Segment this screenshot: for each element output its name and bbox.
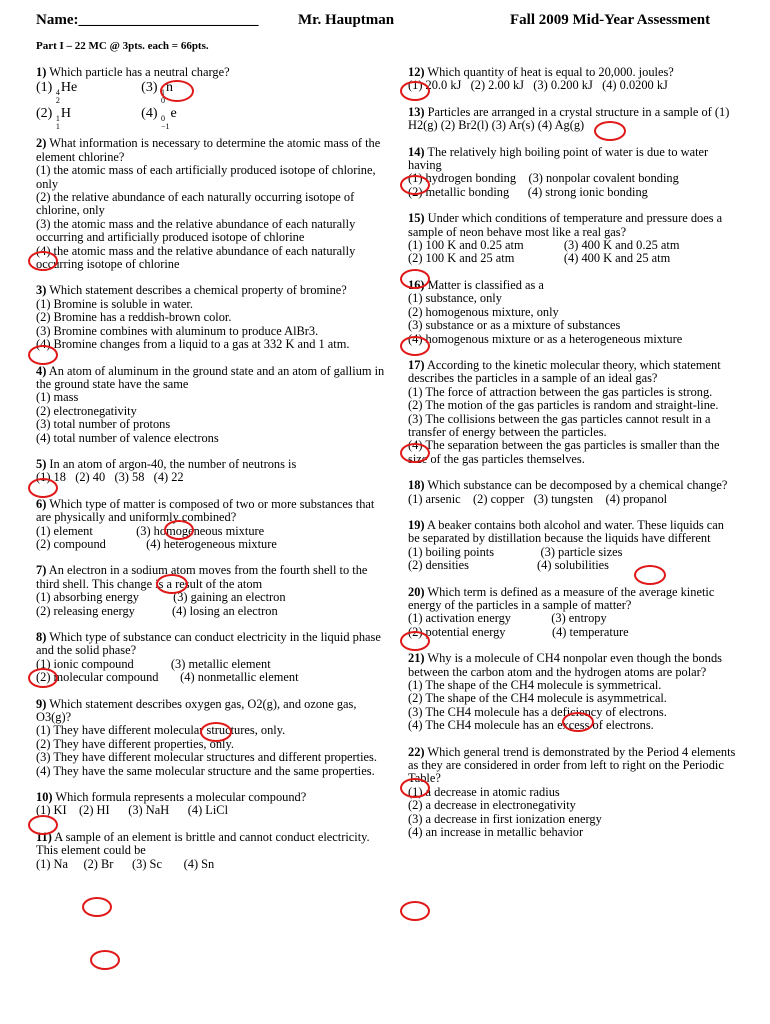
isotope-options [36, 79, 386, 131]
question-3 [36, 284, 386, 351]
option-label: (1) [36, 80, 53, 96]
question-number: 21) [408, 651, 425, 666]
answer-option: (2) densities (4) solubilities [408, 558, 609, 573]
question-stem: Which type of matter is composed of two or more substances that are physically and uniformly combined? [36, 496, 375, 525]
question-number: 16) [408, 277, 425, 292]
question-number: 5) [36, 456, 47, 471]
question-stem: A beaker contains both alcohol and water. These liquids can be separated by distillation because the liquids have different [408, 517, 725, 546]
question-8 [36, 631, 386, 685]
question-stem: A sample of an element is brittle and cannot conduct electricity. This element could be [36, 829, 370, 858]
question-15 [408, 212, 738, 266]
question-4 [36, 365, 386, 445]
question-19 [408, 519, 738, 573]
question-18 [408, 479, 738, 506]
element-symbol: He [60, 80, 78, 96]
question-22 [408, 746, 738, 840]
answer-option: (3) a decrease in first ionization energy [408, 811, 602, 826]
question-number: 22) [408, 744, 425, 759]
question-2 [36, 137, 386, 271]
answer-option: (3) substance or as a mixture of substances [408, 318, 621, 333]
answer-option: (1) They have different molecular structures, only. [36, 723, 286, 738]
question-stem: Which particle has a neutral charge? [46, 65, 230, 79]
atomic-number: 0 [160, 96, 165, 106]
question-number: 13) [408, 104, 425, 119]
answer-option: (4) The separation between the gas particles is smaller than the size of the gas particles themselves. [408, 438, 723, 466]
question-12 [408, 66, 738, 93]
answer-option: (2) molecular compound (4) nonmetallic element [36, 670, 299, 685]
answer-option: (1) 20.0 kJ (2) 2.00 kJ (3) 0.200 kJ (4) 0.0200 kJ [408, 78, 668, 93]
answer-option: (2) compound (4) heterogeneous mixture [36, 536, 277, 551]
question-number: 20) [408, 584, 425, 599]
answer-option: (4) The CH4 molecule has an excess of electrons. [408, 718, 654, 733]
element-symbol: e [170, 106, 177, 122]
question-number: 2) [36, 136, 47, 151]
answer-option: (1) KI (2) HI (3) NaH (4) LiCl [36, 803, 229, 818]
answer-circle-q11 [90, 950, 120, 970]
question-stem: Why is a molecule of CH4 nonpolar even though the bonds between the carbon atom and the hydrogen atoms are polar? [408, 651, 722, 679]
answer-option: (3) the atomic mass and the relative abundance of each naturally occurring and artificially produced isotope of chlorine [36, 216, 359, 245]
question-number: 4) [36, 363, 47, 378]
answer-option: (2) potential energy (4) temperature [408, 624, 629, 639]
element-symbol: H [60, 106, 71, 122]
question-11 [36, 831, 386, 871]
answer-option: (1) mass [36, 390, 79, 405]
answer-option: (1) a decrease in atomic radius [408, 784, 560, 799]
answer-option: (2) Bromine has a reddish-brown color. [36, 310, 232, 325]
question-stem: Matter is classified as a [424, 277, 544, 292]
question-stem: In an atom of argon-40, the number of neutrons is [46, 456, 297, 471]
question-6 [36, 498, 386, 552]
answer-option: (2) The motion of the gas particles is random and straight-line. [408, 398, 719, 413]
answer-option: (2) a decrease in electronegativity [408, 798, 576, 813]
mass-number: 1 [160, 88, 165, 98]
answer-option: (3) Bromine combines with aluminum to produce AlBr3. [36, 323, 319, 338]
left-column [36, 66, 386, 884]
answer-option: (2) releasing energy (4) losing an electron [36, 603, 278, 618]
assessment-title: Fall 2009 Mid-Year Assessment [510, 12, 711, 28]
question-7 [36, 564, 386, 618]
question-number: 1) [36, 65, 47, 79]
question-stem: Which substance can be decomposed by a chemical change? [424, 478, 728, 493]
question-number: 10) [36, 790, 53, 805]
answer-option: (2) the relative abundance of each naturally occurring isotope of chlorine, only [36, 190, 358, 218]
question-stem: Which general trend is demonstrated by the Period 4 elements as they are considered in order from left to right on the Periodic Table? [408, 744, 736, 786]
answer-option: (4) total number of valence electrons [36, 430, 219, 445]
question-stem: An electron in a sodium atom moves from the fourth shell to the third shell. This change is a result of the atom [36, 563, 368, 591]
question-9 [36, 698, 386, 778]
question-14 [408, 146, 738, 200]
question-number: 6) [36, 496, 47, 511]
question-stem: According to the kinetic molecular theory, which statement describes the particles in a sample of an ideal gas? [408, 357, 721, 386]
atomic-number: 2 [55, 96, 60, 106]
answer-option: (4) the atomic mass and the relative abundance of each naturally occurring isotope of chlorine [36, 243, 359, 272]
question-1 [36, 66, 386, 131]
answer-option: (3) The CH4 molecule has a deficiency of electrons. [408, 704, 667, 719]
question-number: 8) [36, 630, 47, 644]
question-stem: An atom of aluminum in the ground state and an atom of gallium in the ground state have the same [36, 363, 385, 391]
option-label: (4) [141, 106, 158, 122]
mass-number: 0 [160, 114, 165, 124]
answer-circle-q22 [400, 901, 430, 921]
answer-option: (1) The force of attraction between the gas particles is strong. [408, 384, 713, 399]
name-field-label: Name:________________________ [36, 12, 259, 28]
answer-option: (3) They have different molecular structures and different properties. [36, 750, 377, 765]
mass-number: 4 [55, 88, 60, 98]
question-17 [408, 359, 738, 466]
question-stem: What information is necessary to determine the atomic mass of the element chlorine? [36, 136, 381, 164]
question-16 [408, 279, 738, 346]
question-stem: Under which conditions of temperature and pressure does a sample of neon behave most like a real gas? [408, 211, 723, 239]
answer-option: (3) total number of protons [36, 417, 171, 432]
question-21 [408, 652, 738, 732]
option-label: (2) [36, 106, 53, 122]
answer-option: (1) substance, only [408, 291, 502, 306]
answer-option: (2) homogenous mixture, only [408, 304, 559, 319]
atomic-number: 1 [55, 122, 60, 132]
answer-option: (4) Bromine changes from a liquid to a gas at 332 K and 1 atm. [36, 337, 350, 352]
question-stem: Which statement describes a chemical property of bromine? [46, 283, 347, 298]
answer-option: (1) Na (2) Br (3) Sc (4) Sn [36, 856, 215, 871]
answer-option: (1) 100 K and 0.25 atm (3) 400 K and 0.25 atm [408, 238, 680, 253]
question-number: 11) [36, 829, 52, 844]
question-stem: Which term is defined as a measure of the average kinetic energy of the particles in a sample of matter? [408, 584, 715, 612]
answer-option: (2) The shape of the CH4 molecule is asymmetrical. [408, 691, 667, 706]
answer-option: (2) electronegativity [36, 403, 137, 418]
answer-option: (1) arsenic (2) copper (3) tungsten (4) propanol [408, 491, 668, 506]
atomic-number: −1 [160, 122, 170, 132]
question-10 [36, 791, 386, 818]
answer-option: (1) element (3) homogeneous mixture [36, 523, 265, 538]
question-number: 15) [408, 211, 425, 226]
question-20 [408, 586, 738, 640]
question-number: 12) [408, 65, 425, 79]
question-number: 7) [36, 563, 47, 578]
part-subheader: Part I – 22 MC @ 3pts. each = 66pts. [36, 40, 209, 52]
answer-option: (1) The shape of the CH4 molecule is symmetrical. [408, 678, 662, 693]
element-symbol: n [165, 80, 173, 96]
question-stem: Which type of substance can conduct electricity in the liquid phase and the solid phase? [36, 630, 381, 658]
question-number: 14) [408, 144, 425, 159]
question-stem: Particles are arranged in a crystal structure in a sample of (1) H2(g) (2) Br2(l) (3) Ar(s) (4) Ag(g) [408, 104, 730, 133]
answer-option: (3) The collisions between the gas particles cannot result in a transfer of energy between the particles. [408, 411, 714, 439]
answer-option: (1) the atomic mass of each artificially produced isotope of chlorine, only [36, 163, 379, 191]
question-stem: Which formula represents a molecular compound? [52, 790, 307, 805]
question-13 [408, 106, 738, 133]
question-number: 9) [36, 696, 47, 711]
answer-option: (2) metallic bonding (4) strong ionic bonding [408, 184, 648, 199]
answer-option: (4) homogenous mixture or as a heterogeneous mixture [408, 331, 683, 346]
answer-option: (1) 18 (2) 40 (3) 58 (4) 22 [36, 470, 184, 485]
page-header [36, 12, 736, 34]
answer-option: (2) They have different properties, only. [36, 736, 234, 751]
question-stem: Which quantity of heat is equal to 20,000. joules? [424, 65, 674, 79]
answer-option: (4) an increase in metallic behavior [408, 825, 584, 840]
question-5 [36, 458, 386, 485]
answer-option: (1) ionic compound (3) metallic element [36, 656, 271, 671]
question-number: 17) [408, 357, 425, 372]
answer-option: (1) activation energy (3) entropy [408, 611, 607, 626]
question-number: 19) [408, 517, 425, 532]
answer-circle-q10 [82, 897, 112, 917]
answer-option: (2) 100 K and 25 atm (4) 400 K and 25 atm [408, 251, 671, 266]
answer-option: (1) hydrogen bonding (3) nonpolar covalent bonding [408, 171, 679, 186]
answer-option: (1) boiling points (3) particle sizes [408, 544, 623, 559]
teacher-name: Mr. Hauptman [298, 12, 395, 28]
question-stem: The relatively high boiling point of water is due to water having [408, 144, 709, 173]
question-stem: Which statement describes oxygen gas, O2(g), and ozone gas, O3(g)? [36, 696, 357, 725]
answer-option: (4) They have the same molecular structure and the same properties. [36, 763, 375, 778]
question-number: 3) [36, 283, 47, 298]
option-label: (3) [141, 80, 158, 96]
question-number: 18) [408, 478, 425, 493]
right-column [408, 66, 738, 853]
answer-option: (1) Bromine is soluble in water. [36, 296, 193, 311]
mass-number: 1 [55, 114, 60, 124]
answer-option: (1) absorbing energy (3) gaining an electron [36, 590, 286, 605]
